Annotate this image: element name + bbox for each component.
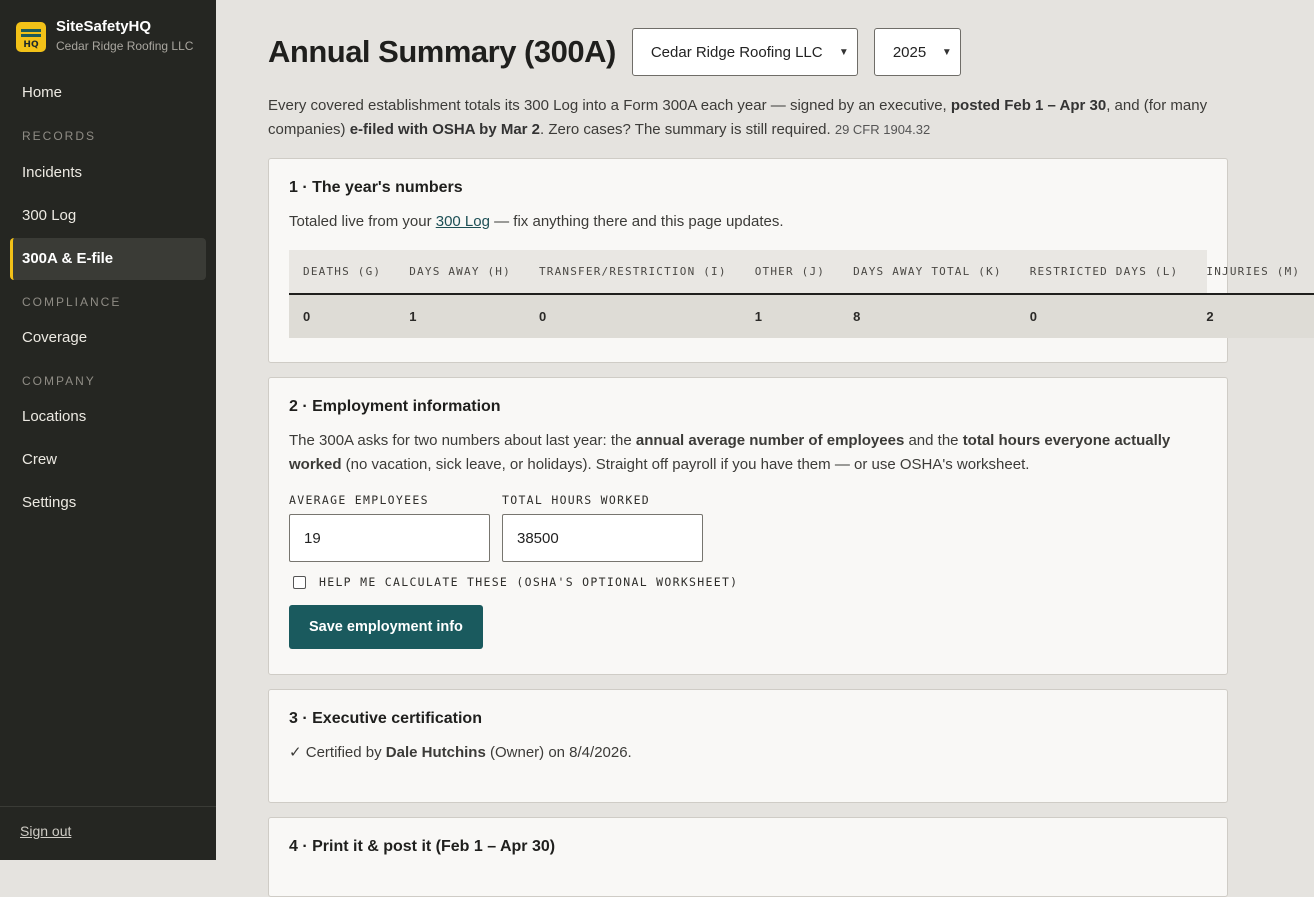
regulation-citation: 29 CFR 1904.32: [834, 122, 931, 137]
section-year-numbers: [268, 158, 1301, 363]
value-days-away-total: 8: [839, 294, 1016, 338]
value-days-away: 1: [395, 294, 525, 338]
nav-coverage[interactable]: Coverage: [22, 329, 88, 346]
section-title: 3 · Executive certification: [289, 710, 482, 727]
table-row: [289, 294, 1314, 338]
value-injuries: 2: [1192, 294, 1314, 338]
certification-status: ✓ Certified by Dale Hutchins (Owner) on 8/4/2026.: [289, 744, 632, 761]
nav-settings[interactable]: Settings: [22, 494, 77, 511]
col-transfer-restriction: TRANSFER/RESTRICTION (I): [525, 250, 741, 294]
worksheet-checkbox-label[interactable]: HELP ME CALCULATE THESE (OSHA'S OPTIONAL WORKSHEET): [319, 575, 739, 589]
col-deaths: DEATHS (G): [289, 250, 395, 294]
value-deaths: 0: [289, 294, 395, 338]
section-title: 4 · Print it & post it (Feb 1 – Apr 30): [289, 838, 556, 855]
nav-incidents[interactable]: Incidents: [22, 164, 83, 181]
app-name: SiteSafetyHQ: [56, 18, 152, 35]
page-title: Annual Summary (300A): [268, 34, 616, 69]
col-injuries: INJURIES (M): [1192, 250, 1314, 294]
save-employment-button[interactable]: Save employment info: [289, 605, 483, 649]
page-header: [268, 0, 1228, 104]
company-select[interactable]: Cedar Ridge Roofing LLC ▼: [632, 28, 858, 76]
section-title: 1 · The year's numbers: [289, 179, 463, 196]
nav-300a-efile[interactable]: 300A & E-file: [10, 238, 206, 280]
chevron-down-icon: ▼: [941, 46, 952, 58]
nav-crew[interactable]: Crew: [22, 451, 58, 468]
brand: [0, 0, 216, 70]
col-days-away: DAYS AWAY (H): [395, 250, 525, 294]
intro-text: Every covered establishment totals its 300 Log into a Form 300A each year — signed by an executive, posted Feb 1 – Apr 30, and (for many companies) e-filed with OSHA by Mar 2. Zero cases? The summary is still required. 29 CFR 1904.32: [268, 97, 1208, 138]
nav-section-records: RECORDS: [22, 129, 97, 143]
300-log-link[interactable]: 300 Log: [435, 213, 490, 230]
average-employees-label: AVERAGE EMPLOYEES: [289, 493, 429, 507]
sidebar-footer: [0, 806, 216, 860]
average-employees-input[interactable]: 19: [289, 514, 490, 562]
chevron-down-icon: ▼: [838, 46, 849, 58]
sign-out-link[interactable]: Sign out: [20, 823, 72, 839]
certifier-name: Dale Hutchins: [385, 744, 486, 761]
nav-locations[interactable]: Locations: [22, 408, 87, 425]
value-other: 1: [741, 294, 839, 338]
section-description: Totaled live from your 300 Log — fix anything there and this page updates.: [289, 213, 784, 230]
nav-section-company: COMPANY: [22, 374, 96, 388]
value-transfer-restriction: 0: [525, 294, 741, 338]
nav-section-compliance: COMPLIANCE: [22, 295, 122, 309]
company-name: Cedar Ridge Roofing LLC: [56, 39, 194, 53]
section-employment-info: [268, 377, 1228, 675]
main-content: [268, 0, 1301, 897]
year-select[interactable]: 2025 ▼: [874, 28, 961, 76]
value-restricted-days: 0: [1016, 294, 1193, 338]
table-header-row: [289, 250, 1314, 294]
totals-table: [289, 250, 1301, 338]
sidebar: [0, 0, 216, 860]
total-hours-input[interactable]: 38500: [502, 514, 703, 562]
section-title: 2 · Employment information: [289, 398, 501, 415]
section-executive-certification: [268, 689, 1228, 803]
logo-icon: HQ: [16, 22, 46, 52]
col-days-away-total: DAYS AWAY TOTAL (K): [839, 250, 1016, 294]
worksheet-checkbox[interactable]: [293, 576, 306, 589]
nav-home[interactable]: Home: [22, 84, 63, 101]
col-other: OTHER (J): [741, 250, 839, 294]
section-print-post: [268, 817, 1228, 897]
nav-300-log[interactable]: 300 Log: [22, 207, 77, 224]
col-restricted-days: RESTRICTED DAYS (L): [1016, 250, 1193, 294]
total-hours-label: TOTAL HOURS WORKED: [502, 493, 651, 507]
section-description: The 300A asks for two numbers about last year: the annual average number of employees and the total hours everyone actually worked (no vacation, sick leave, or holidays). Straight off payroll if you have them — or use OSHA's worksheet.: [289, 432, 1171, 473]
